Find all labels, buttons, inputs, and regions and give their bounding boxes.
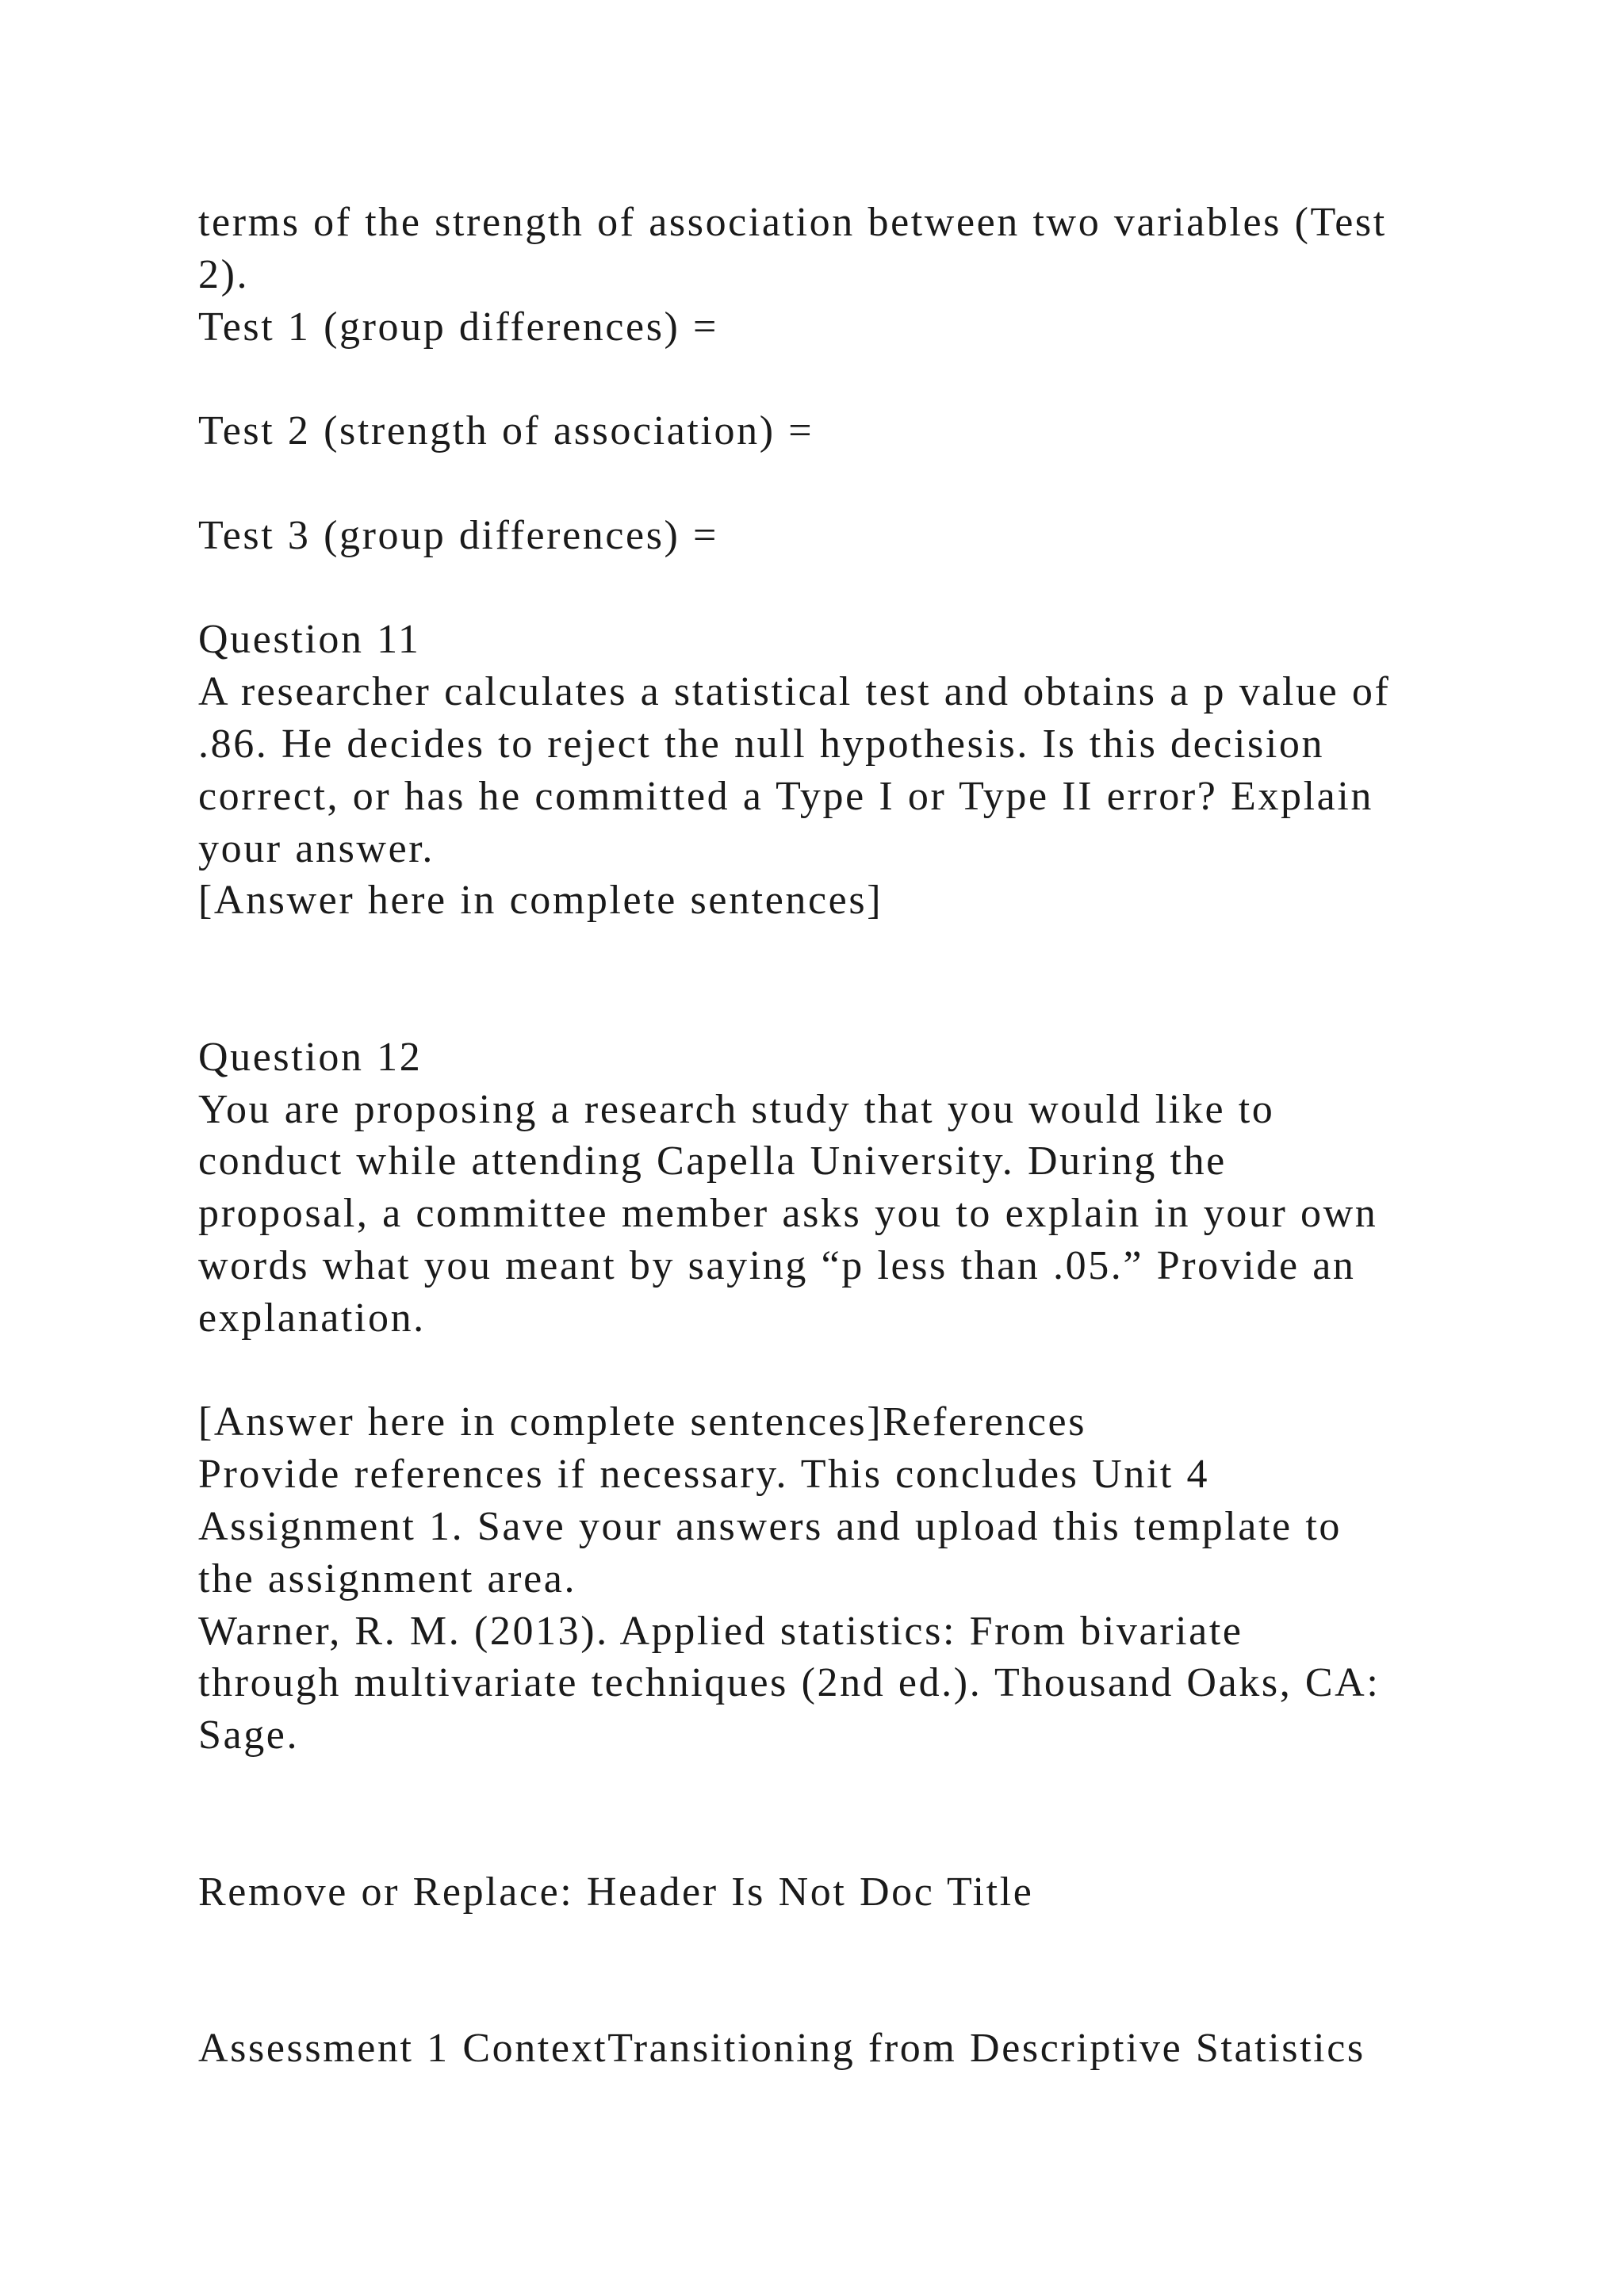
answer-placeholder-references: [Answer here in complete sentences]References bbox=[198, 1399, 1087, 1445]
reference-entry: Warner, R. M. (2013). Applied statistics: From bivariate bbox=[198, 1608, 1243, 1654]
question-12-text: words what you meant by saying “p less than .05.” Provide an bbox=[198, 1242, 1356, 1288]
blank-line bbox=[198, 1970, 1467, 2022]
question-12-heading: Question 12 bbox=[198, 1034, 423, 1080]
blank-line bbox=[198, 1918, 1467, 1970]
blank-line bbox=[198, 1762, 1467, 1814]
blank-line bbox=[198, 927, 1467, 979]
question-12-text: proposal, a committee member asks you to explain in your own bbox=[198, 1191, 1378, 1237]
question-12-text: explanation. bbox=[198, 1295, 426, 1341]
header-note: Remove or Replace: Header Is Not Doc Title bbox=[198, 1869, 1034, 1915]
reference-entry: Sage. bbox=[198, 1712, 300, 1758]
text-line: 2). bbox=[198, 251, 250, 297]
question-11-text: correct, or has he committed a Type I or Type II error? Explain bbox=[198, 773, 1373, 819]
blank-line bbox=[198, 353, 1467, 405]
question-12-text: You are proposing a research study that you would like to bbox=[198, 1086, 1275, 1132]
test-1-line: Test 1 (group differences) = bbox=[198, 304, 718, 350]
test-2-line: Test 2 (strength of association) = bbox=[198, 408, 814, 454]
text-line: terms of the strength of association between two variables (Test bbox=[198, 200, 1387, 245]
blank-line bbox=[198, 457, 1467, 510]
references-text: Assignment 1. Save your answers and upload this template to bbox=[198, 1503, 1342, 1549]
references-text: Provide references if necessary. This concludes Unit 4 bbox=[198, 1452, 1210, 1498]
question-11-text: A researcher calculates a statistical test and obtains a p value of bbox=[198, 669, 1391, 715]
reference-entry: through multivariate techniques (2nd ed.). Thousand Oaks, CA: bbox=[198, 1660, 1381, 1706]
blank-line bbox=[198, 562, 1467, 614]
question-12-text: conduct while attending Capella University. During the bbox=[198, 1138, 1227, 1184]
blank-line bbox=[198, 1345, 1467, 1397]
assessment-heading: Assessment 1 ContextTransitioning from Descriptive Statistics bbox=[198, 2025, 1365, 2071]
question-11-text: your answer. bbox=[198, 825, 435, 871]
blank-line bbox=[198, 1814, 1467, 1866]
answer-placeholder: [Answer here in complete sentences] bbox=[198, 878, 883, 924]
document-body bbox=[198, 197, 1467, 2075]
references-text: the assignment area. bbox=[198, 1556, 577, 1601]
question-11-text: .86. He decides to reject the null hypothesis. Is this decision bbox=[198, 721, 1325, 767]
question-11-heading: Question 11 bbox=[198, 617, 421, 663]
test-3-line: Test 3 (group differences) = bbox=[198, 512, 718, 558]
blank-line bbox=[198, 979, 1467, 1031]
